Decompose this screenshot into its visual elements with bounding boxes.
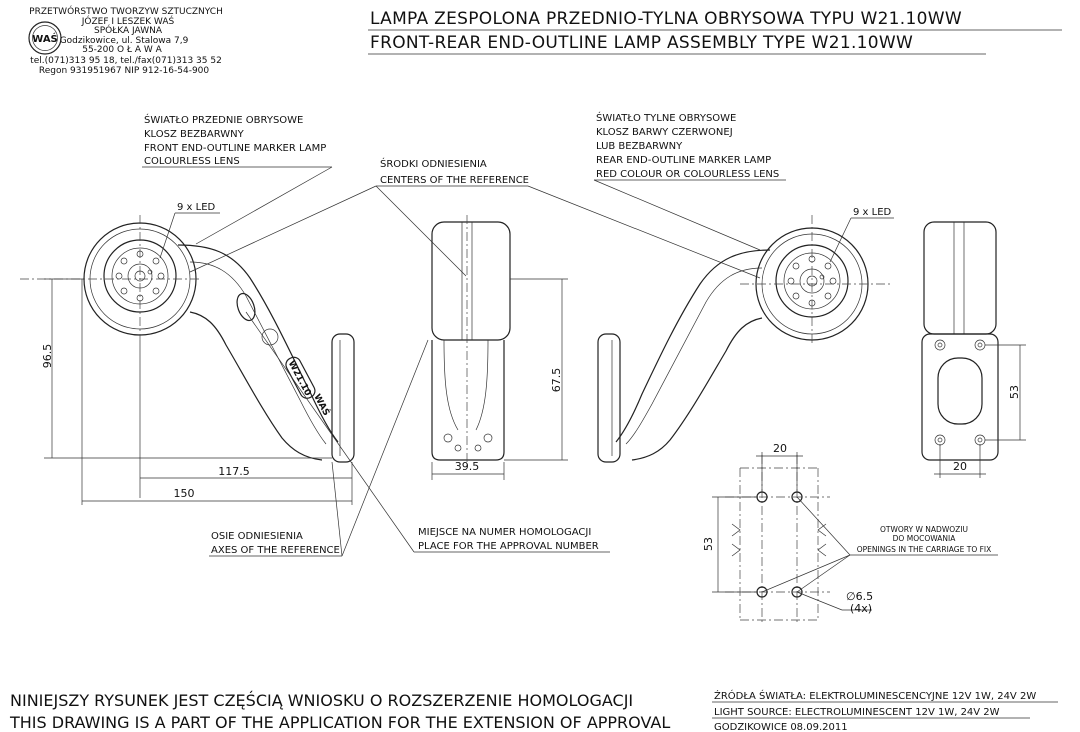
footer-source-pl: ŹRÓDŁA ŚWIATŁA: ELEKTROLUMINESCENCYJNE 12V 1W, 24V 2W — [714, 691, 1037, 702]
openings-line2: DO MOCOWANIA — [892, 534, 956, 543]
dim-96-5: 96.5 — [41, 343, 54, 369]
hole-pattern — [702, 442, 873, 625]
dim-20-right: 20 — [953, 460, 967, 473]
front-lamp-line2: KLOSZ BEZBARWNY — [144, 129, 244, 140]
openings-line1: OTWORY W NADWOZIU — [880, 525, 968, 534]
dim-39-5: 39.5 — [454, 460, 480, 473]
company-phone: tel.(071)313 95 18, tel./fax(071)313 35 52 — [30, 56, 222, 66]
body-model-mark: W21.10 — [285, 359, 313, 398]
company-owners: JÓZEF I LESZEK WAŚ — [81, 17, 175, 27]
rear-lamp-view — [598, 228, 868, 462]
dim-117-5: 117.5 — [218, 465, 250, 478]
company-address1: Godzikowice, ul. Stalowa 7,9 — [59, 36, 189, 46]
front-lamp-line3: FRONT END-OUTLINE MARKER LAMP — [144, 143, 327, 154]
dim-right-53 — [985, 345, 1026, 440]
company-info — [29, 5, 223, 76]
company-form: SPÓŁKA JAWNA — [94, 26, 162, 36]
led-ring-left — [116, 251, 164, 301]
rear-front-view — [922, 222, 998, 460]
axes-line1: OSIE ODNIESIENIA — [211, 531, 303, 542]
callout-openings — [762, 497, 998, 592]
hole-count: (4x) — [850, 602, 873, 615]
footer-note-en: THIS DRAWING IS A PART OF THE APPLICATION FOR THE EXTENSION OF APPROVAL — [10, 713, 671, 732]
title-en: FRONT-REAR END-OUTLINE LAMP ASSEMBLY TYPE W21.10WW — [370, 33, 914, 53]
footer-note-pl: NINIEJSZY RYSUNEK JEST CZĘŚCIĄ WNIOSKU O ROZSZERZENIE HOMOLOGACJI — [10, 691, 634, 710]
front-lamp-line4: COLOURLESS LENS — [144, 156, 240, 167]
company-address2: 55-200 O Ł A W A — [82, 45, 162, 55]
body-brand-mark: WAŚ — [311, 392, 331, 418]
rear-lamp-line4: REAR END-OUTLINE MARKER LAMP — [596, 155, 772, 166]
approval-line2: PLACE FOR THE APPROVAL NUMBER — [418, 541, 599, 552]
centers-line1: ŚRODKI ODNIESIENIA — [380, 159, 487, 170]
rear-lamp-line1: ŚWIATŁO TYLNE OBRYSOWE — [596, 113, 737, 124]
dim-67-5: 67.5 — [550, 367, 563, 393]
dim-117 — [140, 340, 352, 498]
callout-approval — [246, 312, 610, 552]
callout-front-lamp — [142, 113, 332, 244]
title-pl: LAMPA ZESPOLONA PRZEDNIO-TYLNA OBRYSOWA TYPU W21.10WW — [370, 9, 962, 29]
dim-right-20 — [934, 444, 986, 478]
led-right-label: 9 x LED — [853, 207, 892, 218]
footer — [9, 689, 1058, 732]
rear-lamp-line5: RED COLOUR OR COLOURLESS LENS — [596, 169, 780, 180]
dim-20-top: 20 — [773, 442, 787, 455]
dim-67 — [504, 279, 568, 460]
logo-text: WAŚ — [32, 34, 58, 45]
led-left-label: 9 x LED — [177, 202, 216, 213]
callout-rear-lamp — [594, 111, 786, 250]
drawing-title — [368, 9, 1062, 54]
rear-lamp-line2: KLOSZ BARWY CZERWONEJ — [596, 127, 733, 138]
led-ring-right — [788, 256, 836, 306]
company-regon: Regon 931951967 NIP 912-16-54-900 — [38, 66, 210, 76]
front-lamp-line1: ŚWIATŁO PRZEDNIE OBRYSOWE — [144, 115, 304, 126]
company-name: PRZETWÓRSTWO TWORZYW SZTUCZNYCH — [29, 7, 223, 17]
base-plate-left — [332, 334, 354, 462]
hole-diameter: ∅6.5 — [846, 590, 874, 603]
dim-53-right: 53 — [1008, 385, 1021, 399]
axes-line2: AXES OF THE REFERENCE — [211, 545, 340, 556]
dim-150-value: 150 — [173, 487, 195, 500]
rear-lamp-line3: LUB BEZBARWNY — [596, 141, 683, 152]
openings-line3: OPENINGS IN THE CARRIAGE TO FIX — [856, 545, 992, 554]
footer-source-en: LIGHT SOURCE: ELECTROLUMINESCENT 12V 1W, 24V 2W — [714, 707, 1000, 718]
dim-39 — [432, 460, 504, 480]
approval-line1: MIEJSCE NA NUMER HOMOLOGACJI — [418, 527, 592, 538]
footer-place-date: GODZIKOWICE 08.09.2011 — [714, 722, 848, 732]
callout-led-left — [160, 202, 220, 258]
company-logo — [29, 22, 61, 54]
dim-53-pattern: 53 — [702, 537, 715, 551]
centers-line2: CENTERS OF THE REFERENCE — [380, 175, 529, 186]
callout-led-right — [830, 207, 894, 262]
